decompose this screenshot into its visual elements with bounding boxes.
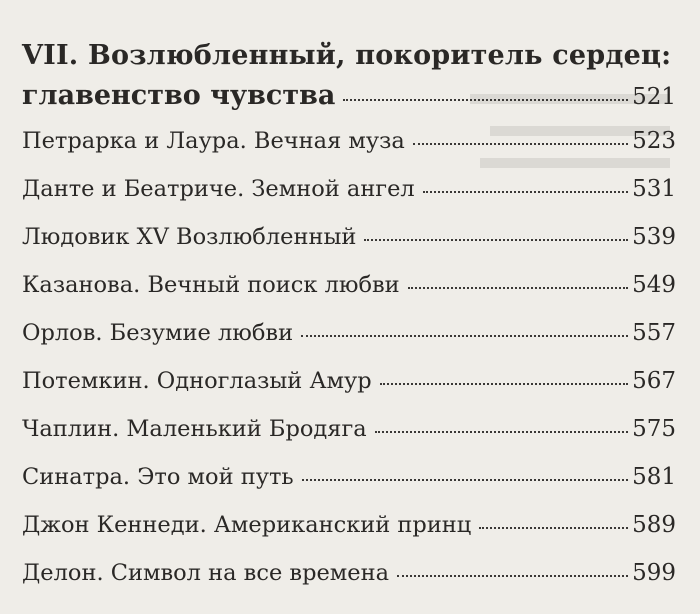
dot-leader (375, 431, 628, 433)
toc-entry[interactable] (22, 130, 676, 153)
page-number: 531 (632, 176, 676, 202)
dot-leader (413, 143, 628, 145)
toc-entry[interactable] (22, 418, 676, 441)
section-heading-line-1: VII. Возлюбленный, покоритель сердец: (22, 40, 672, 71)
page-number: 589 (632, 512, 676, 538)
dot-leader (301, 335, 628, 337)
toc-entry-title: Джон Кеннеди. Американский принц (22, 512, 472, 538)
toc-entry-title: Делон. Символ на все времена (22, 560, 390, 586)
toc-entry-title: Казанова. Вечный поиск любви (22, 272, 400, 298)
page-number: 521 (632, 84, 676, 110)
toc-entry[interactable] (22, 274, 676, 297)
page-number: 539 (632, 224, 676, 250)
toc-entry[interactable] (22, 226, 676, 249)
dot-leader (380, 383, 628, 385)
dot-leader (408, 287, 628, 289)
toc-entry-title: Петрарка и Лаура. Вечная муза (22, 128, 405, 154)
page-number: 557 (632, 320, 676, 346)
toc-entry-title: Данте и Беатриче. Земной ангел (22, 176, 415, 202)
page-number: 581 (632, 464, 676, 490)
dot-leader (343, 99, 628, 101)
toc-entry[interactable] (22, 562, 676, 585)
page-number: 549 (632, 272, 676, 298)
toc-entry-title: Людовик XV Возлюбленный (22, 224, 357, 250)
dot-leader (302, 479, 628, 481)
toc-entry-title: Чаплин. Маленький Бродяга (22, 416, 367, 442)
page-number: 575 (632, 416, 676, 442)
section-heading-line-2: главенство чувства (22, 80, 336, 111)
section-heading-entry[interactable] (22, 82, 676, 109)
toc-entry-title: Потемкин. Одноглазый Амур (22, 368, 372, 394)
page-number: 599 (632, 560, 676, 586)
dot-leader (364, 239, 628, 241)
page-number: 567 (632, 368, 676, 394)
toc-entry[interactable] (22, 322, 676, 345)
dot-leader (423, 191, 628, 193)
toc-entry[interactable] (22, 370, 676, 393)
toc-entry[interactable] (22, 466, 676, 489)
page-number: 523 (632, 128, 676, 154)
dot-leader (479, 527, 628, 529)
toc-entry-title: Орлов. Безумие любви (22, 320, 294, 346)
dot-leader (397, 575, 628, 577)
toc-entry[interactable] (22, 178, 676, 201)
toc-entry[interactable] (22, 514, 676, 537)
toc-entry-title: Синатра. Это мой путь (22, 464, 294, 490)
